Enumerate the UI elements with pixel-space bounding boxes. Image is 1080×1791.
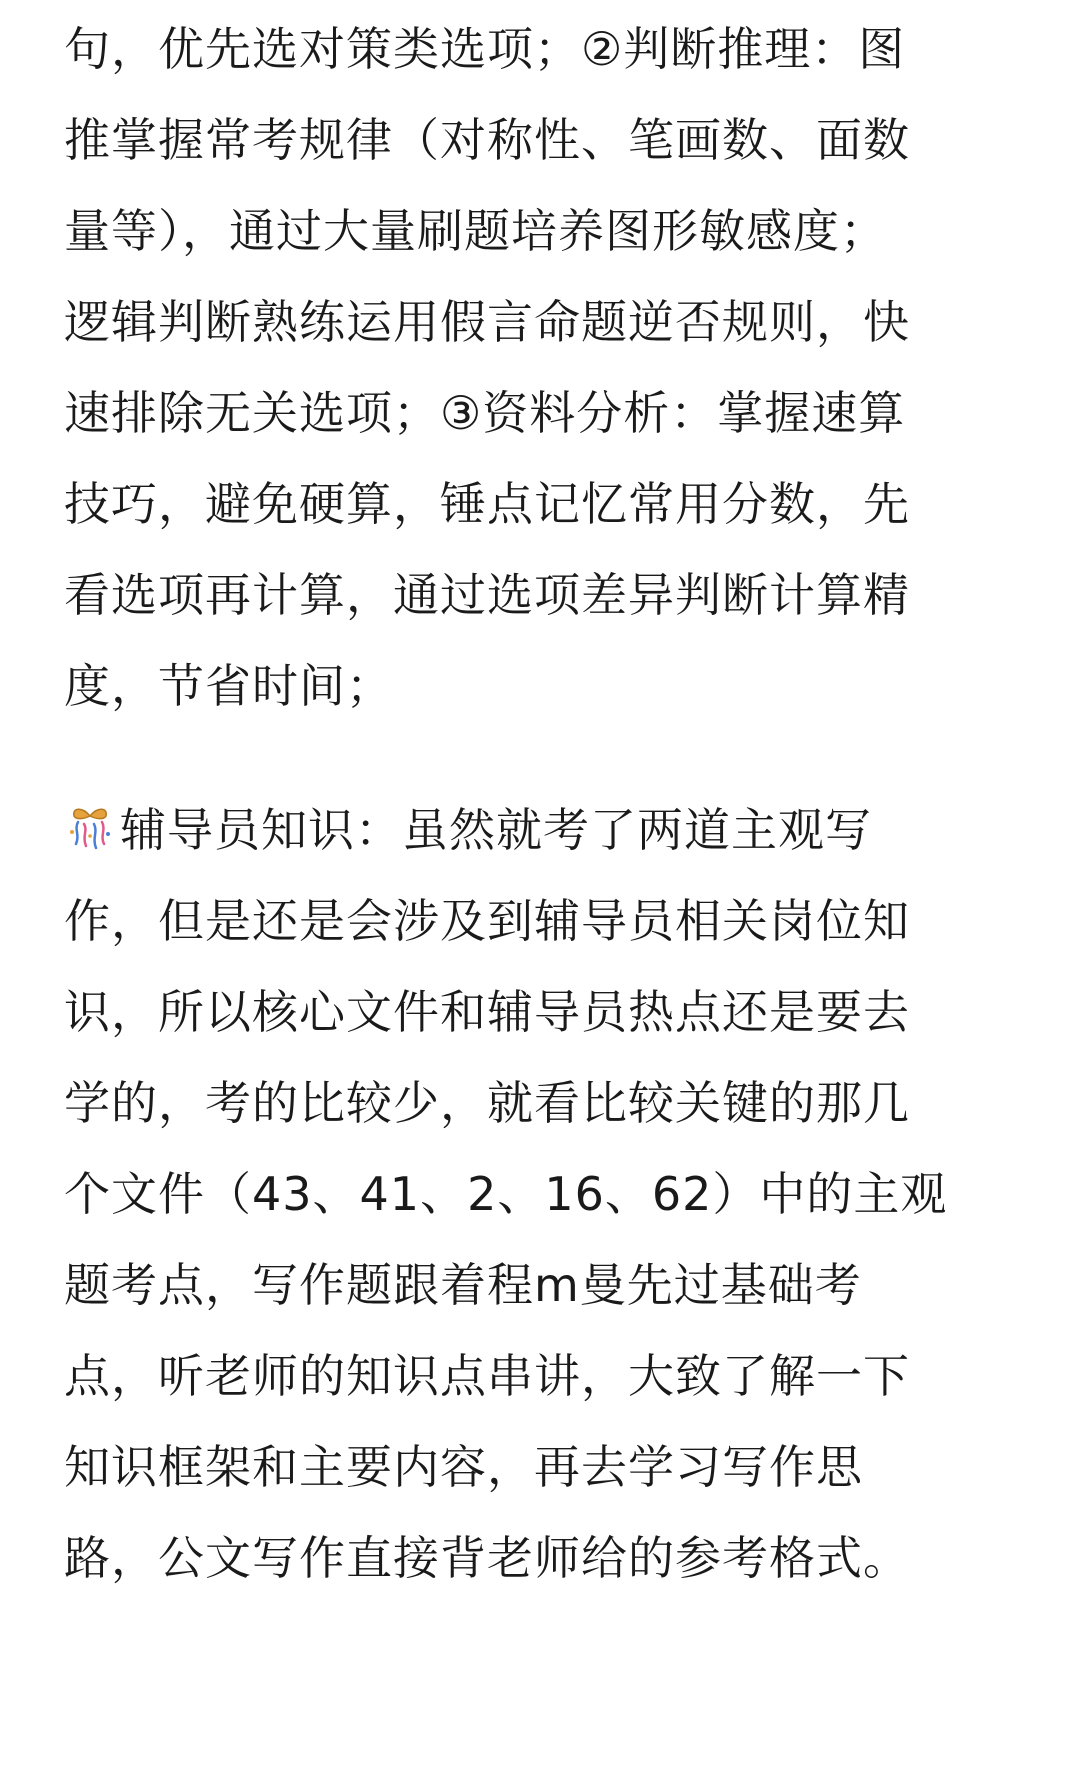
confetti-gift-icon bbox=[64, 802, 116, 854]
text-line: 句，优先选对策类选项；②判断推理：图 bbox=[64, 22, 906, 76]
section-heading-text: 辅导员知识：虽然就考了两道主观写 bbox=[120, 803, 872, 857]
text-line: 知识框架和主要内容，再去学习写作思 bbox=[64, 1440, 863, 1494]
text-line: 学的，考的比较少，就看比较关键的那几 bbox=[64, 1076, 910, 1130]
text-line: 推掌握常考规律（对称性、笔画数、面数 bbox=[64, 113, 910, 167]
text-line: 作，但是还是会涉及到辅导员相关岗位知 bbox=[64, 894, 910, 948]
counselor-knowledge-paragraph bbox=[64, 785, 1024, 1604]
text-line: 路，公文写作直接背老师给的参考格式。 bbox=[64, 1531, 910, 1585]
text-line: 技巧，避免硬算，锤点记忆常用分数，先 bbox=[64, 477, 910, 531]
text-line: 速排除无关选项；③资料分析：掌握速算 bbox=[64, 386, 906, 440]
text-line: 题考点，写作题跟着程m曼先过基础考 bbox=[64, 1258, 862, 1312]
text-line: 看选项再计算，通过选项差异判断计算精 bbox=[64, 568, 910, 622]
text-line: 识，所以核心文件和辅导员热点还是要去 bbox=[64, 985, 910, 1039]
text-line: 度，节省时间； bbox=[64, 659, 393, 713]
text-line: 个文件（43、41、2、16、62）中的主观 bbox=[64, 1167, 948, 1221]
exam-tips-paragraph bbox=[64, 4, 1024, 732]
text-line-with-icon bbox=[64, 785, 1024, 876]
text-line: 逻辑判断熟练运用假言命题逆否规则，快 bbox=[64, 295, 910, 349]
text-line: 点，听老师的知识点串讲，大致了解一下 bbox=[64, 1349, 910, 1403]
text-line: 量等），通过大量刷题培养图形敏感度； bbox=[64, 204, 887, 258]
